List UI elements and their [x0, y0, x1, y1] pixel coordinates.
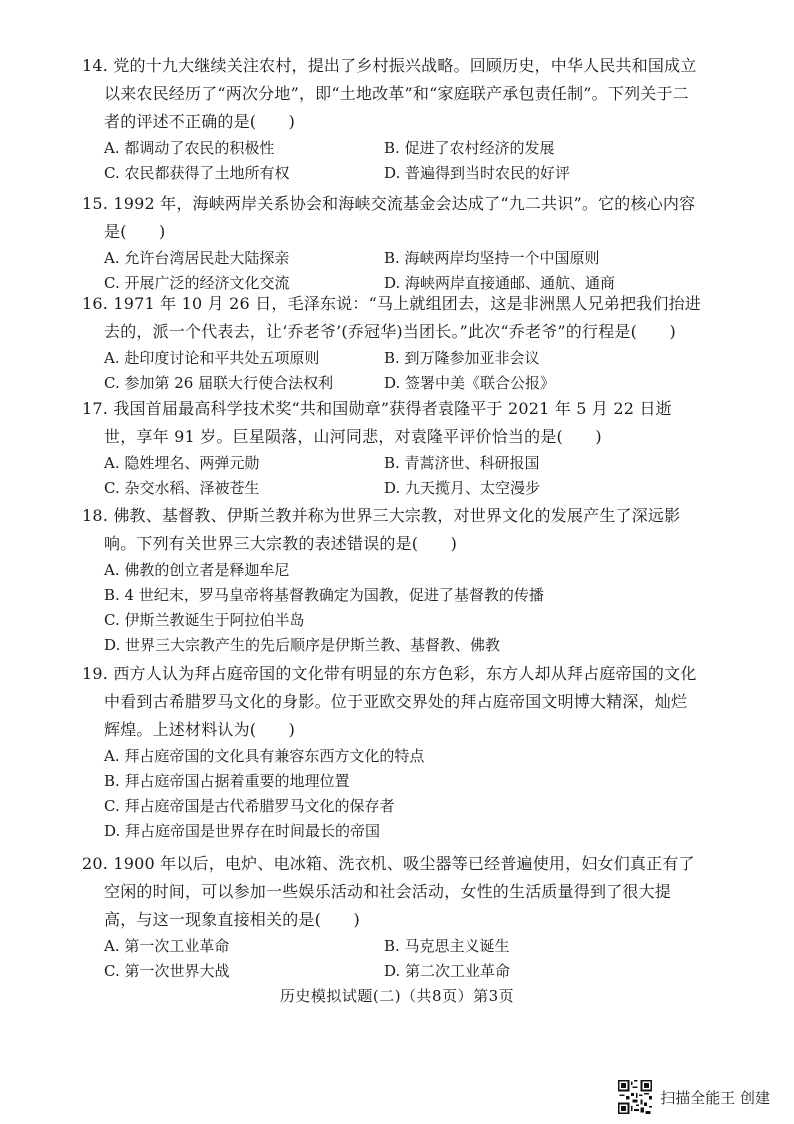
option-c: C. 第一次世界大战 — [104, 962, 230, 980]
option-d: D. 普遍得到当时农民的好评 — [384, 164, 571, 182]
option-b: B. 到万隆参加亚非会议 — [384, 349, 540, 367]
question-19 — [82, 660, 702, 844]
option-c: C. 农民都获得了土地所有权 — [104, 164, 290, 182]
question-stem: 16. 1971 年 10 月 26 日，毛泽东说：“马上就组团去，这是非洲黑人兄弟把我们抬进去的，派一个代表去，让‘乔老爷’(乔冠华)当团长。”此次“乔老爷”的行程是( ) — [82, 294, 701, 341]
option-a: A. 隐姓埋名、两弹元勋 — [104, 454, 260, 472]
option-a: A. 拜占庭帝国的文化具有兼容东西方文化的特点 — [104, 747, 425, 765]
options — [82, 451, 702, 501]
option-a: A. 赴印度讨论和平共处五项原则 — [104, 349, 320, 367]
option-d: D. 世界三大宗教产生的先后顺序是伊斯兰教、基督教、佛教 — [104, 636, 501, 654]
question-15 — [82, 190, 702, 296]
page-footer: 历史模拟试题(二)（共8页）第3页 — [279, 987, 515, 1005]
question-stem: 19. 西方人认为拜占庭帝国的文化带有明显的东方色彩，东方人却从拜占庭帝国的文化中看到古希腊罗马文化的身影。位于亚欧交界处的拜占庭帝国文明博大精深，灿烂辉煌。上述材料认为( ) — [82, 664, 697, 739]
scanner-watermark — [618, 1080, 770, 1114]
option-c: C. 拜占庭帝国是古代希腊罗马文化的保存者 — [104, 797, 395, 815]
option-d: D. 海峡两岸直接通邮、通航、通商 — [384, 274, 616, 292]
question-stem: 18. 佛教、基督教、伊斯兰教并称为世界三大宗教，对世界文化的发展产生了深远影响。下列有关世界三大宗教的表述错误的是( ) — [82, 506, 681, 553]
question-stem: 15. 1992 年，海峡两岸关系协会和海峡交流基金会达成了“九二共识”。它的核心内容是( ) — [82, 194, 696, 241]
options — [82, 246, 702, 296]
option-b: B. 拜占庭帝国占据着重要的地理位置 — [104, 772, 350, 790]
option-c: C. 杂交水稻、泽被苍生 — [104, 479, 260, 497]
option-a: A. 允许台湾居民赴大陆探亲 — [104, 249, 290, 267]
watermark-text: 扫描全能王 创建 — [660, 1088, 770, 1107]
question-stem: 20. 1900 年以后，电炉、电冰箱、洗衣机、吸尘器等已经普遍使用，妇女们真正有了空闲的时间，可以参加一些娱乐活动和社会活动，女性的生活质量得到了很大提高，与这一现象直接相关的是( ) — [82, 854, 695, 929]
option-c: C. 开展广泛的经济文化交流 — [104, 274, 290, 292]
option-b: B. 4 世纪末，罗马皇帝将基督教确定为国教，促进了基督教的传播 — [104, 586, 544, 604]
option-a: A. 佛教的创立者是释迦牟尼 — [104, 561, 290, 579]
question-stem: 17. 我国首届最高科学技术奖“共和国勋章”获得者袁隆平于 2021 年 5 月 22 日逝世，享年 91 岁。巨星陨落，山河同悲，对袁隆平评价恰当的是( ) — [82, 399, 672, 446]
options — [82, 346, 702, 396]
option-b: B. 青蒿济世、科研报国 — [384, 454, 540, 472]
qr-code-icon — [618, 1080, 652, 1114]
option-d: D. 第二次工业革命 — [384, 962, 511, 980]
option-b: B. 促进了农村经济的发展 — [384, 139, 555, 157]
option-a: A. 都调动了农民的积极性 — [104, 139, 275, 157]
option-b: B. 马克思主义诞生 — [384, 937, 510, 955]
option-d: D. 拜占庭帝国是世界存在时间最长的帝国 — [104, 822, 381, 840]
question-18 — [82, 502, 702, 658]
option-b: B. 海峡两岸均坚持一个中国原则 — [384, 249, 600, 267]
option-d: D. 九天揽月、太空漫步 — [384, 479, 541, 497]
options — [82, 136, 702, 186]
option-a: A. 第一次工业革命 — [104, 937, 230, 955]
option-d: D. 签署中美《联合公报》 — [384, 374, 556, 392]
question-20 — [82, 850, 702, 984]
options — [82, 558, 702, 658]
option-c: C. 参加第 26 届联大行使合法权利 — [104, 374, 334, 392]
options — [82, 744, 702, 844]
question-14 — [82, 52, 702, 186]
question-stem: 14. 党的十九大继续关注农村，提出了乡村振兴战略。回顾历史，中华人民共和国成立以来农民经历了“两次分地”，即“土地改革”和“家庭联产承包责任制”。下列关于二者的评述不正确的是( ) — [82, 56, 697, 131]
question-16 — [82, 290, 702, 396]
question-17 — [82, 395, 702, 501]
options — [82, 934, 702, 984]
option-c: C. 伊斯兰教诞生于阿拉伯半岛 — [104, 611, 305, 629]
